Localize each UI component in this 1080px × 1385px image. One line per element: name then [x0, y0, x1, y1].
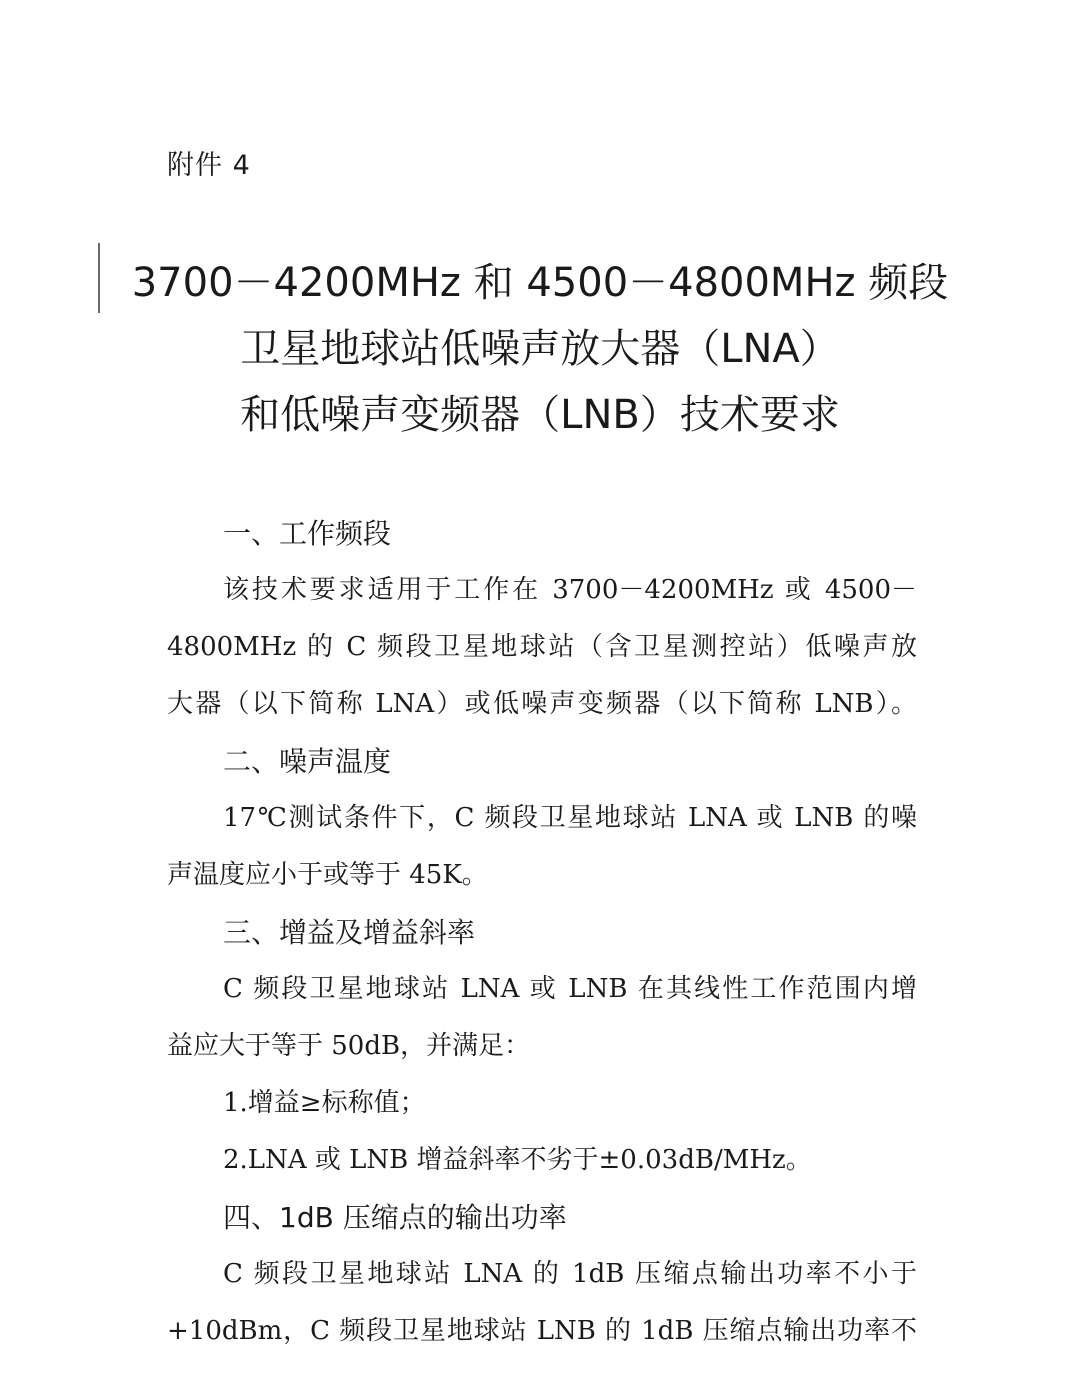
- paragraph-line: 益应大于等于 50dB，并满足：: [167, 1031, 531, 1061]
- title-line-1: 3700－4200MHz 和 4500－4800MHz 频段: [131, 260, 949, 306]
- document-title: [130, 250, 950, 448]
- paragraph-line: C 频段卫星地球站 LNA 的 1dB 压缩点输出功率不小于: [223, 1259, 917, 1289]
- attachment-label: 附件 4: [167, 150, 251, 181]
- document-body: [167, 505, 917, 1360]
- paragraph-line: 4800MHz 的 C 频段卫星地球站（含卫星测控站）低噪声放: [167, 632, 917, 662]
- list-item: 2.LNA 或 LNB 增益斜率不劣于±0.03dB/MHz。: [223, 1145, 812, 1175]
- paragraph-line: 大器（以下简称 LNA）或低噪声变频器（以下简称 LNB）。: [167, 689, 917, 719]
- paragraph-line: 17℃测试条件下，C 频段卫星地球站 LNA 或 LNB 的噪: [223, 803, 917, 833]
- section-heading-4: 四、1dB 压缩点的输出功率: [223, 1201, 567, 1234]
- title-line-3: 和低噪声变频器（LNB）技术要求: [240, 392, 840, 438]
- title-line-2: 卫星地球站低噪声放大器（LNA）: [240, 326, 840, 372]
- section-heading-1: 一、工作频段: [223, 517, 392, 550]
- section-heading-2: 二、噪声温度: [223, 745, 392, 778]
- list-item: 1.增益≥标称值；: [223, 1088, 426, 1118]
- paragraph-line: C 频段卫星地球站 LNA 或 LNB 在其线性工作范围内增: [223, 974, 917, 1004]
- paragraph-line: 该技术要求适用于工作在 3700－4200MHz 或 4500－: [223, 575, 917, 605]
- margin-rule: [98, 243, 100, 313]
- paragraph-line: 声温度应小于或等于 45K。: [167, 860, 488, 890]
- section-heading-3: 三、增益及增益斜率: [223, 916, 476, 949]
- paragraph-line: +10dBm，C 频段卫星地球站 LNB 的 1dB 压缩点输出功率不: [167, 1316, 917, 1346]
